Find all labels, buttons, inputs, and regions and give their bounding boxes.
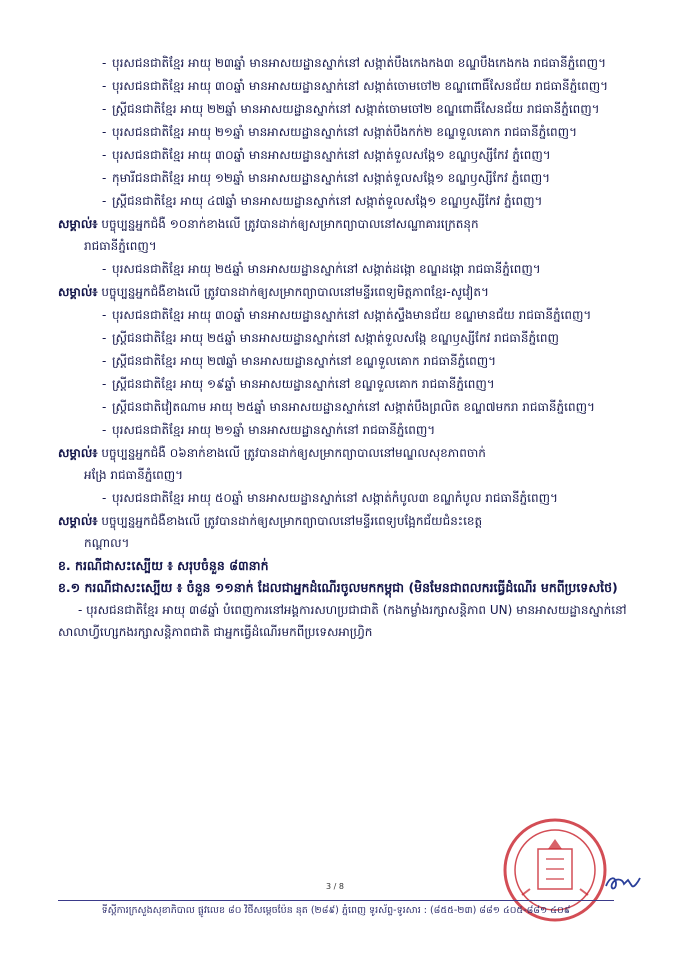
- list-item: - ស្ត្រីជនជាតិខ្មែរ អាយុ ២២ឆ្នាំ មានអាសយដ្ឋានស្នាក់នៅ សង្កាត់ចោមចៅ២ ខណ្ឌពោធិ៍សែនជ័យ រាជធានីភ្នំពេញ។: [102, 102, 600, 116]
- footer-address: ទីស្តីការក្រសួងសុខាភិបាល ផ្លូវលេខ ៨០ វិថីសម្តេចប៉ែន នុត (២៨៩) ភ្នំពេញ ទូរស័ព្ទ-ទូរសារ : (៨៥៥-២៣) ៨៨១ ៤០៥-៨៨១ ៤០៩: [101, 905, 571, 916]
- item-text: ស្ត្រីជនជាតិខ្មែរ អាយុ ២២ឆ្នាំ មានអាសយដ្ឋានស្នាក់នៅ សង្កាត់ចោមចៅ២ ខណ្ឌពោធិ៍សែនជ័យ រាជធានីភ្នំពេញ។: [112, 102, 600, 116]
- case-list-b: [58, 258, 630, 280]
- list-item: - បុរសជនជាតិខ្មែរ អាយុ ២១ឆ្នាំ មានអាសយដ្ឋានស្នាក់នៅ រាជធានីភ្នំពេញ។: [102, 423, 436, 437]
- list-item: - បុរសជនជាតិខ្មែរ អាយុ ៥០ឆ្នាំ មានអាសយដ្ឋានស្នាក់នៅ សង្កាត់កំបូល៣ ខណ្ឌកំបូល រាជធានីភ្នំពេញ។: [102, 491, 558, 505]
- note-label: សម្គាល់៖: [58, 285, 98, 299]
- note-continuation: រាជធានីភ្នំពេញ។: [84, 239, 157, 253]
- item-text: ស្ត្រីជនជាតិខ្មែរ អាយុ ៤៧ឆ្នាំ មានអាសយដ្ឋានស្នាក់នៅ សង្កាត់ទួលសង្កែ១ ខណ្ឌឫស្សីកែវ ភ្នំពេញ។: [112, 194, 543, 208]
- page-number: 3 / 8: [326, 882, 344, 891]
- item-text: បុរសជនជាតិខ្មែរ អាយុ ៣០ឆ្នាំ មានអាសយដ្ឋានស្នាក់នៅ សង្កាត់ស្ទឹងមានជ័យ ខណ្ឌមានជ័យ រាជធានីភ្នំពេញ។: [112, 308, 592, 322]
- list-item: - ស្ត្រីជនជាតិវៀតណាម អាយុ ២៥ឆ្នាំ មានអាសយដ្ឋានស្នាក់នៅ សង្កាត់បឹងព្រលិត ខណ្ឌ៧មករា រាជធានីភ្នំពេញ។: [102, 400, 595, 414]
- note-text: បច្ចុប្បន្នអ្នកជំងឺ ១០នាក់ខាងលើ ត្រូវបានដាក់ឲ្យសម្រាកព្យាបាលនៅសណ្ឋាគារក្រេតនុក: [97, 217, 479, 231]
- list-item: - បុរសជនជាតិខ្មែរ អាយុ ៣០ឆ្នាំ មានអាសយដ្ឋានស្នាក់នៅ សង្កាត់ចោមចៅ២ ខណ្ឌពោធិ៍សែនជ័យ រាជធានីភ្នំពេញ។: [102, 79, 609, 93]
- note-label: សម្គាល់៖: [58, 514, 98, 528]
- item-text: ស្ត្រីជនជាតិខ្មែរ អាយុ ២៥ឆ្នាំ មានអាសយដ្ឋានស្នាក់នៅ សង្កាត់ទួលសង្កែ ខណ្ឌឫស្សីកែវ រាជធានីភ្នំពេញ: [112, 331, 559, 345]
- case-paragraph: - បុរសជនជាតិខ្មែរ អាយុ ៣៨ឆ្នាំ បំពេញការនៅអង្គការសហប្រជាជាតិ (កងកម្លាំងរក្សាសន្តិភាព UN) មានអាសយដ្ឋានស្នាក់នៅសាលាហ្វីហ្សេកងរក្សាសន្តិភាពជាតិ ជាអ្នកធ្វើដំណើរមកពីប្រទេសអាហ្វ្រិក: [58, 603, 627, 639]
- item-text: ស្ត្រីជនជាតិវៀតណាម អាយុ ២៥ឆ្នាំ មានអាសយដ្ឋានស្នាក់នៅ សង្កាត់បឹងព្រលិត ខណ្ឌ៧មករា រាជធានីភ្នំពេញ។: [112, 400, 595, 414]
- note-4: [58, 510, 630, 554]
- note-text: បច្ចុប្បន្នអ្នកជំងឺខាងលើ ត្រូវបានដាក់ឲ្យសម្រាកព្យាបាលនៅមន្ទីរពេទ្យមិត្តភាពខ្មែរ-សូវៀត។: [97, 285, 489, 299]
- case-list-d: [58, 487, 630, 509]
- note-label: សម្គាល់៖: [58, 217, 98, 231]
- section-heading: ខ. ករណីជាសះស្បើយ ៖ សរុបចំនួន ៨៣នាក់: [58, 558, 269, 573]
- note-3: [58, 442, 630, 486]
- list-item: - បុរសជនជាតិខ្មែរ អាយុ ២៣ឆ្នាំ មានអាសយដ្ឋានស្នាក់នៅ សង្កាត់បឹងកេងកង៣ ខណ្ឌបឹងកេងកង រាជធានីភ្នំពេញ។: [102, 56, 606, 70]
- note-text: បច្ចុប្បន្នអ្នកជំងឺ ០៦នាក់ខាងលើ ត្រូវបានដាក់ឲ្យសម្រាកព្យាបាលនៅមណ្ឌលសុខភាពចាក់: [97, 446, 486, 460]
- footer-divider: [58, 900, 614, 901]
- list-item: - ស្ត្រីជនជាតិខ្មែរ អាយុ ២៧ឆ្នាំ មានអាសយដ្ឋានស្នាក់នៅ ខណ្ឌទួលគោក រាជធានីភ្នំពេញ។: [102, 354, 497, 368]
- note-2: [58, 281, 630, 303]
- note-label: សម្គាល់៖: [58, 446, 98, 460]
- list-item: - ស្ត្រីជនជាតិខ្មែរ អាយុ ៤៧ឆ្នាំ មានអាសយដ្ឋានស្នាក់នៅ សង្កាត់ទួលសង្កែ១ ខណ្ឌឫស្សីកែវ ភ្នំពេញ។: [102, 194, 543, 208]
- item-text: បុរសជនជាតិខ្មែរ អាយុ ២១ឆ្នាំ មានអាសយដ្ឋានស្នាក់នៅ សង្កាត់បឹងកក់២ ខណ្ឌទួលគោក រាជធានីភ្នំពេញ។: [112, 125, 577, 139]
- list-item: - ស្ត្រីជនជាតិខ្មែរ អាយុ ១៩ឆ្នាំ មានអាសយដ្ឋានស្នាក់នៅ ខណ្ឌទួលគោក រាជធានីភ្នំពេញ។: [102, 377, 495, 391]
- list-item: - កុមារីជនជាតិខ្មែរ អាយុ ១២ឆ្នាំ មានអាសយដ្ឋានស្នាក់នៅ សង្កាត់ទួលសង្កែ១ ខណ្ឌឫស្សីកែវ ភ្នំពេញ។: [102, 171, 551, 185]
- item-text: ស្ត្រីជនជាតិខ្មែរ អាយុ ១៩ឆ្នាំ មានអាសយដ្ឋានស្នាក់នៅ ខណ្ឌទួលគោក រាជធានីភ្នំពេញ។: [112, 377, 495, 391]
- subsection-heading: ខ.១ ករណីជាសះស្បើយ ៖ ចំនួន ១១នាក់ ដែលជាអ្នកដំណើរចូលមកកម្ពុជា (មិនមែនជាពលករធ្វើដំណើរ មកពីប្រទេសថៃ): [58, 580, 618, 595]
- item-text: បុរសជនជាតិខ្មែរ អាយុ ២៥ឆ្នាំ មានអាសយដ្ឋានស្នាក់នៅ សង្កាត់ដង្កោ ខណ្ឌដង្កោ រាជធានីភ្នំពេញ។: [112, 262, 541, 276]
- case-list-c: [58, 304, 630, 441]
- note-text: បច្ចុប្បន្នអ្នកជំងឺខាងលើ ត្រូវបានដាក់ឲ្យសម្រាកព្យាបាលនៅមន្ទីរពេទ្យបង្អែកជ័យជំនះខេត្ត: [97, 514, 483, 528]
- item-text: ស្ត្រីជនជាតិខ្មែរ អាយុ ២៧ឆ្នាំ មានអាសយដ្ឋានស្នាក់នៅ ខណ្ឌទួលគោក រាជធានីភ្នំពេញ។: [112, 354, 497, 368]
- list-item: - បុរសជនជាតិខ្មែរ អាយុ ២៥ឆ្នាំ មានអាសយដ្ឋានស្នាក់នៅ សង្កាត់ដង្កោ ខណ្ឌដង្កោ រាជធានីភ្នំពេញ។: [102, 262, 541, 276]
- case-list-a: [58, 52, 630, 212]
- list-item: - បុរសជនជាតិខ្មែរ អាយុ ៣០ឆ្នាំ មានអាសយដ្ឋានស្នាក់នៅ សង្កាត់ទួលសង្កែ១ ខណ្ឌឫស្សីកែវ ភ្នំពេញ។: [102, 148, 551, 162]
- note-continuation: កណ្តាល។: [84, 536, 130, 550]
- item-text: បុរសជនជាតិខ្មែរ អាយុ ២៣ឆ្នាំ មានអាសយដ្ឋានស្នាក់នៅ សង្កាត់បឹងកេងកង៣ ខណ្ឌបឹងកេងកង រាជធានីភ្នំពេញ។: [112, 56, 606, 70]
- list-item: - បុរសជនជាតិខ្មែរ អាយុ ៣០ឆ្នាំ មានអាសយដ្ឋានស្នាក់នៅ សង្កាត់ស្ទឹងមានជ័យ ខណ្ឌមានជ័យ រាជធានីភ្នំពេញ។: [102, 308, 592, 322]
- item-text: បុរសជនជាតិខ្មែរ អាយុ ២១ឆ្នាំ មានអាសយដ្ឋានស្នាក់នៅ រាជធានីភ្នំពេញ។: [112, 423, 436, 437]
- item-text: បុរសជនជាតិខ្មែរ អាយុ ៣០ឆ្នាំ មានអាសយដ្ឋានស្នាក់នៅ សង្កាត់ទួលសង្កែ១ ខណ្ឌឫស្សីកែវ ភ្នំពេញ។: [112, 148, 551, 162]
- item-text: បុរសជនជាតិខ្មែរ អាយុ ៣០ឆ្នាំ មានអាសយដ្ឋានស្នាក់នៅ សង្កាត់ចោមចៅ២ ខណ្ឌពោធិ៍សែនជ័យ រាជធានីភ្នំពេញ។: [112, 79, 609, 93]
- note-1: [58, 213, 630, 257]
- list-item: - ស្ត្រីជនជាតិខ្មែរ អាយុ ២៥ឆ្នាំ មានអាសយដ្ឋានស្នាក់នៅ សង្កាត់ទួលសង្កែ ខណ្ឌឫស្សីកែវ រាជធានីភ្នំពេញ: [102, 331, 559, 345]
- signature-icon: [602, 868, 642, 898]
- list-item: - បុរសជនជាតិខ្មែរ អាយុ ២១ឆ្នាំ មានអាសយដ្ឋានស្នាក់នៅ សង្កាត់បឹងកក់២ ខណ្ឌទួលគោក រាជធានីភ្នំពេញ។: [102, 125, 577, 139]
- note-continuation: អង្រែ រាជធានីភ្នំពេញ។: [84, 468, 184, 482]
- item-text: កុមារីជនជាតិខ្មែរ អាយុ ១២ឆ្នាំ មានអាសយដ្ឋានស្នាក់នៅ សង្កាត់ទួលសង្កែ១ ខណ្ឌឫស្សីកែវ ភ្នំពេញ។: [112, 171, 551, 185]
- document-body: [58, 52, 630, 643]
- item-text: បុរសជនជាតិខ្មែរ អាយុ ៥០ឆ្នាំ មានអាសយដ្ឋានស្នាក់នៅ សង្កាត់កំបូល៣ ខណ្ឌកំបូល រាជធានីភ្នំពេញ។: [112, 491, 558, 505]
